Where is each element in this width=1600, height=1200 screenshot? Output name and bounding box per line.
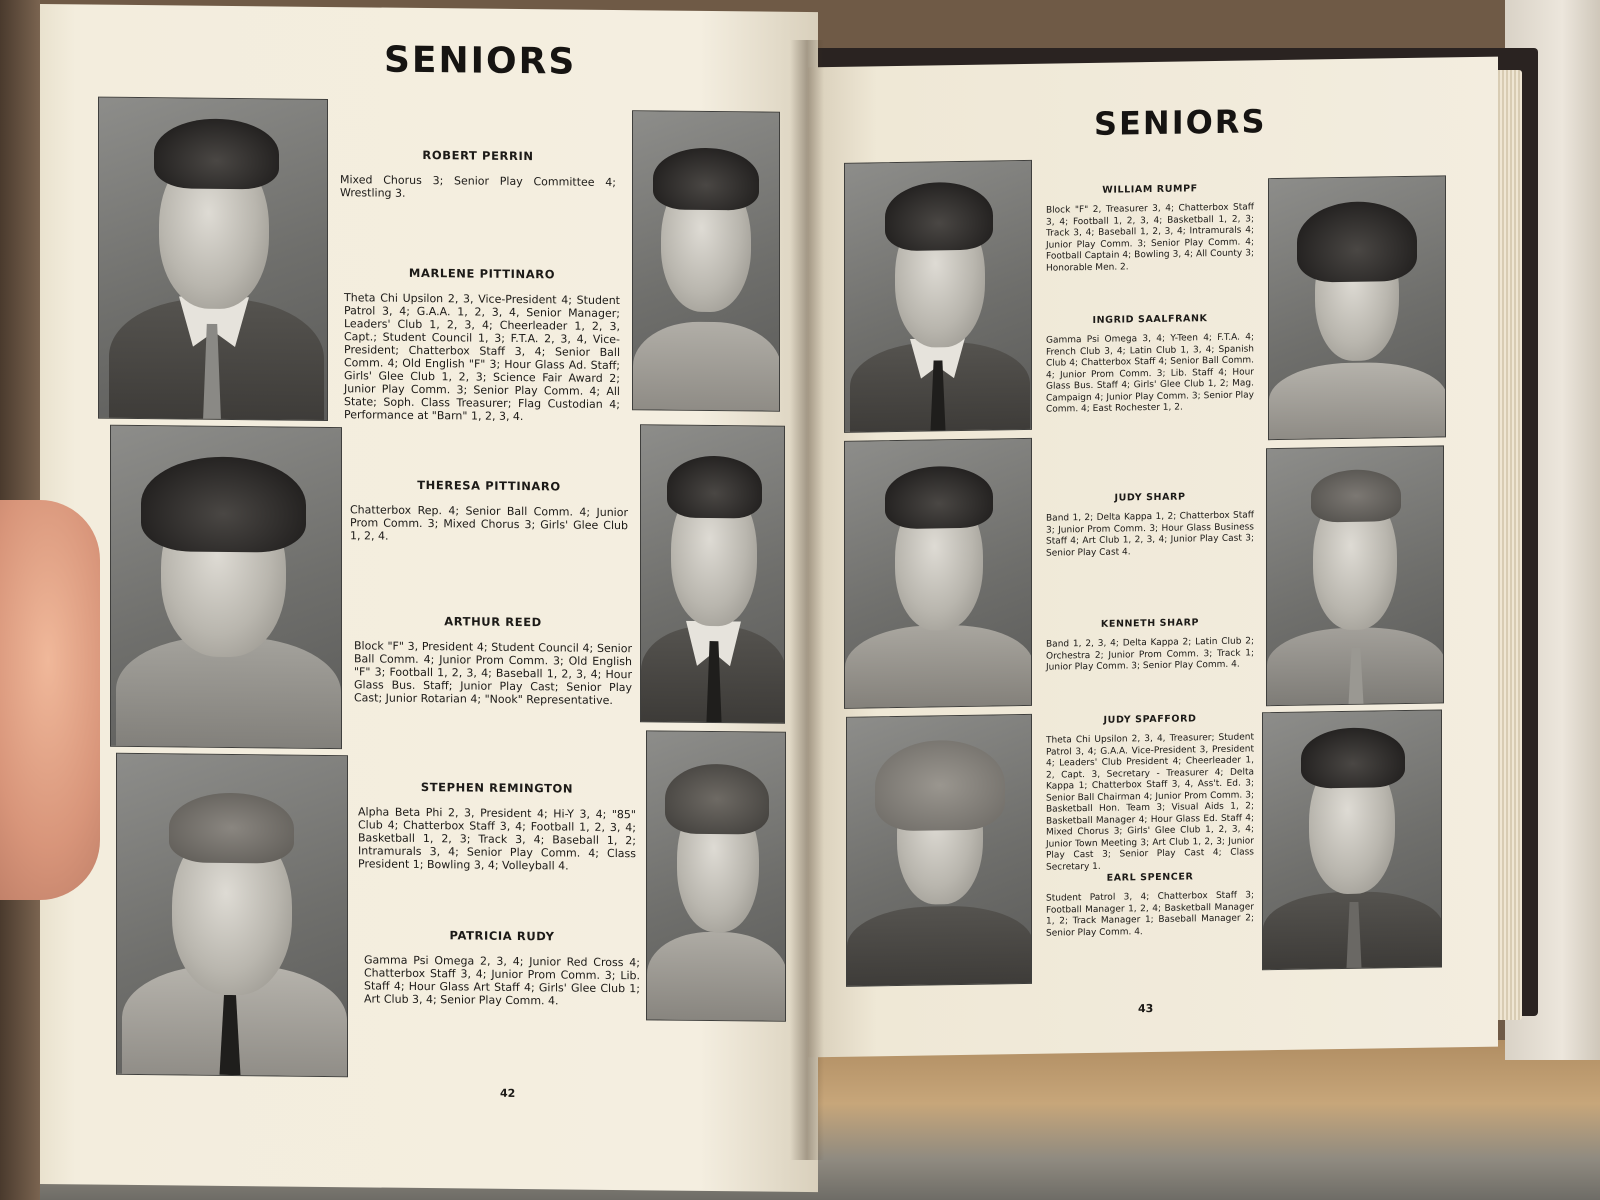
senior-entry: [1046, 712, 1254, 873]
senior-activities: Student Patrol 3, 4; Chatterbox Staff 3; Football Manager 1, 2, 4; Basketball Manager 1, 2; Track Manager 1; Baseball Manager 2; Senior Play Comm. 4.: [1046, 890, 1254, 939]
senior-entry: [1046, 490, 1254, 559]
senior-activities: Block "F" 3, President 4; Student Council 4; Senior Ball Comm. 4; Junior Prom Comm. 3; Old English "F" 3; Football 1, 2, 3, 4; Baseball 1, 2, 3, 4; Hour Glass Bus. Staff; Junior Play Cast; Senior Play Cast; Junior Rotarian 4; "Nook" Representative.: [354, 639, 632, 707]
senior-entry: [1046, 616, 1254, 674]
portrait-photo: [116, 753, 348, 1077]
portrait-photo: [1268, 175, 1446, 440]
senior-activities: Band 1, 2; Delta Kappa 1, 2; Chatterbox Staff 3; Junior Prom Comm. 3; Hour Glass Business Staff 4; Art Club 1, 2, 3, 4; Junior Play Cast 3; Senior Play Cast 4.: [1046, 510, 1254, 559]
senior-activities: Mixed Chorus 3; Senior Play Committee 4; Wrestling 3.: [340, 173, 616, 200]
senior-name: INGRID SAALFRANK: [1092, 313, 1208, 326]
senior-entry: [350, 477, 628, 545]
senior-activities: Chatterbox Rep. 4; Senior Ball Comm. 4; Junior Prom Comm. 3; Mixed Chorus 3; Girls' Glee Club 1, 2, 4.: [350, 503, 628, 543]
holding-thumb: [0, 500, 100, 900]
senior-activities: Block "F" 2, Treasurer 3, 4; Chatterbox Staff 3, 4; Football 1, 2, 3, 4; Basketball 1, 2, 3; Track 3, 4; Baseball 1, 2, 3, 4; Intramurals 4; Junior Play Comm. 3; Senior Play Comm. 4; Football Captain 4; Bowling 3, 4; All County 3; Honorable Men. 2.: [1046, 202, 1254, 274]
senior-activities: Gamma Psi Omega 2, 3, 4; Junior Red Cross 4; Chatterbox Staff 3, 4; Junior Prom Comm. 3; Lib. Staff 4; Hour Glass Art Staff 4; Girls' Glee Club 1; Art Club 3, 4; Senior Play Comm. 4.: [364, 953, 640, 1008]
portrait-photo: [844, 438, 1032, 709]
portrait-photo: [846, 714, 1032, 987]
portrait-photo: [632, 110, 780, 412]
senior-name: ARTHUR REED: [444, 614, 542, 630]
left-page: [28, 4, 818, 1192]
portrait-photo: [98, 97, 328, 421]
senior-entry: [1046, 870, 1254, 939]
senior-name: EARL SPENCER: [1106, 871, 1194, 884]
senior-entry: [344, 265, 620, 424]
senior-activities: Alpha Beta Phi 2, 3, President 4; Hi-Y 3, 4; "85" Club 4; Chatterbox Staff 3, 4; Football 1, 2, 3, 4; Basketball 1, 2, 3; Track 3, 4; Baseball 1, 2; Intramurals 3, 4; Senior Play Comm. 4; Class President 1; Bowling 3, 4; Volleyball 4.: [358, 805, 636, 873]
senior-activities: Theta Chi Upsilon 2, 3, Vice-President 4; Student Patrol 3, 4; G.A.A. 1, 2, 3, 4, Senior Manager; Leaders' Club 1, 2, 3, 4; Cheerleader 1, 2, 3, Capt.; Student Council 1, 3; F.T.A. 2, 3, 4, Vice-President; Chatterbox Staff 3, 4; Senior Ball Comm. 4; Old English "F" 3; Hour Glass Ad. Staff; Girls' Glee Club 1, 2, 3; Science Fair Award 2; Junior Play Comm. 3; Senior Play Comm. 4; All State; Soph. Class Treasurer; Flag Custodian 4; Performance at "Barn" 1, 2, 3, 4.: [344, 291, 620, 424]
senior-name: MARLENE PITTINARO: [408, 265, 556, 282]
senior-entry: [354, 613, 632, 707]
left-page-heading: SENIORS: [384, 39, 577, 83]
senior-name: ROBERT PERRIN: [422, 147, 534, 164]
senior-entry: [364, 927, 640, 1008]
page-number: 42: [500, 1086, 516, 1100]
portrait-photo: [1262, 709, 1442, 970]
right-page: [808, 57, 1498, 1058]
senior-activities: Band 1, 2, 3, 4; Delta Kappa 2; Latin Club 2; Orchestra 2; Junior Prom Comm. 3; Track 1; Junior Play Comm. 3; Senior Play Comm. 4.: [1046, 636, 1254, 673]
portrait-photo: [844, 160, 1032, 433]
senior-name: WILLIAM RUMPF: [1102, 183, 1198, 196]
senior-entry: [1046, 182, 1254, 274]
page-number: 43: [1138, 1001, 1154, 1016]
right-page-heading: SENIORS: [1094, 102, 1267, 143]
senior-name: THERESA PITTINARO: [417, 477, 561, 494]
portrait-photo: [646, 730, 786, 1021]
senior-name: KENNETH SHARP: [1100, 617, 1200, 630]
senior-name: PATRICIA RUDY: [449, 928, 555, 944]
senior-entry: [358, 779, 636, 873]
senior-name: JUDY SHARP: [1114, 491, 1186, 504]
senior-entry: [1046, 312, 1254, 416]
senior-activities: Gamma Psi Omega 3, 4; Y-Teen 4; F.T.A. 4; French Club 3, 4; Latin Club 1, 3, 4; Spanish Club 4; Chatterbox Staff 4; Senior Ball Comm. 4; Junior Prom Comm. 3; Lib. Staff 4; Hour Glass Bus. Staff 4; Girls' Glee Club 1, 2; Mag. Campaign 4; Junior Play Comm. 3; Senior Play Comm. 4; East Rochester 1, 2.: [1046, 332, 1254, 415]
senior-entry: [340, 147, 616, 202]
senior-activities: Theta Chi Upsilon 2, 3, 4, Treasurer; Student Patrol 3, 4; G.A.A. Vice-President 3, President 4; Leaders' Club President 4; Cheerleader 1, 2, Capt. 3, Secretary - Treasurer 4; Delta Kappa 1; Chatterbox Staff 3, 4, Ass't. Ed. 3; Senior Ball Chairman 4; Junior Prom Comm. 3; Basketball Hon. Team 3; Visual Aids 1, 2; Basketball Manager 4; Hour Glass Ed. Staff 4; Mixed Chorus 3; Girls' Glee Club 1, 2, 3, 4; Junior Town Meeting 3; Art Club 1, 2, 3; Junior Play Cast 3; Senior Play Cast 4; Class Secretary 1.: [1046, 732, 1254, 873]
senior-name: STEPHEN REMINGTON: [420, 779, 574, 796]
book-gutter: [790, 40, 824, 1160]
senior-name: JUDY SPAFFORD: [1103, 713, 1197, 726]
portrait-photo: [1266, 445, 1444, 706]
portrait-photo: [640, 424, 785, 724]
portrait-photo: [110, 425, 342, 749]
